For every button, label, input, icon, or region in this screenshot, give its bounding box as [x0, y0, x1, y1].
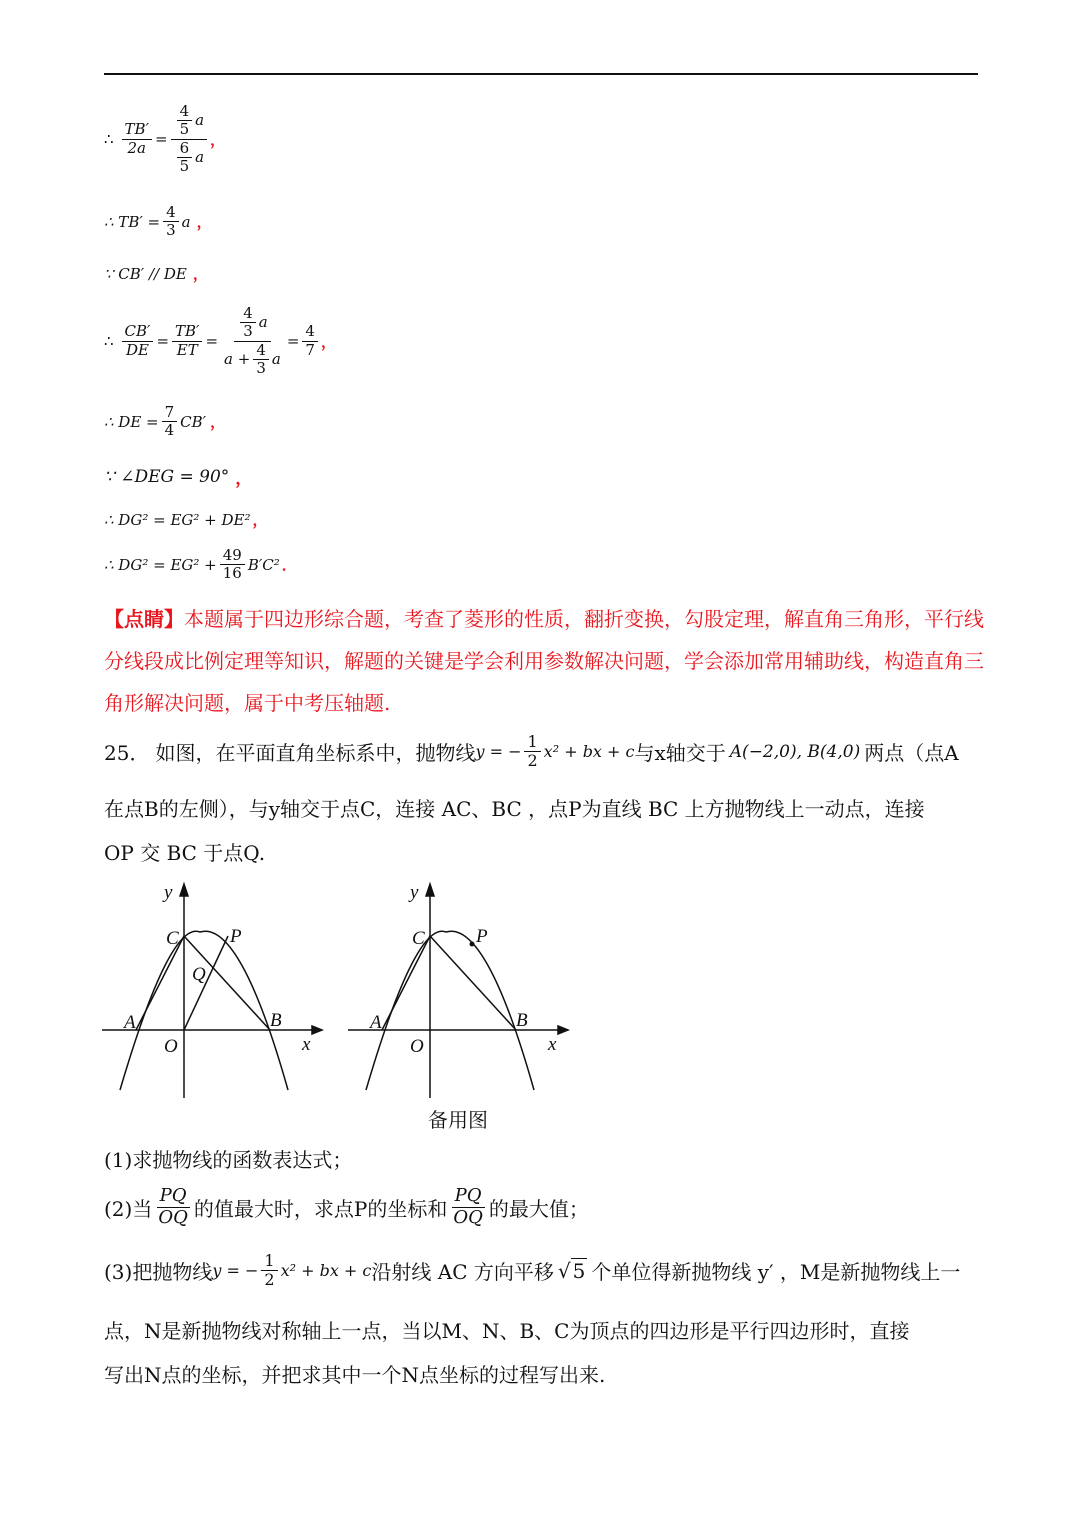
point-B-label: B: [516, 1010, 528, 1031]
figure-right: [346, 880, 576, 1102]
point-P-label: P: [476, 926, 488, 947]
figure-caption: 备用图: [428, 1108, 488, 1132]
derivation-line-2: ∴ TB′ = $\frac{4}{3}$ a ，: [104, 203, 212, 240]
comment-paragraph: [104, 598, 984, 724]
sqrt-expression: √ 5: [557, 1258, 586, 1283]
point-A-label: A: [124, 1012, 136, 1033]
derivation-line-3: ∵ CB′ // DE ，: [104, 264, 208, 283]
x-axis-label: x: [548, 1034, 557, 1055]
comment-label: 【点睛】: [104, 607, 184, 631]
point-P-dot: [470, 942, 475, 947]
therefore-symbol: ∴: [104, 130, 114, 148]
y-axis-label: y: [410, 882, 419, 903]
point-C-label: C: [412, 928, 425, 949]
point-C-label: C: [166, 928, 179, 949]
problem-line-2: 在点B的左侧），与y轴交于点C，连接 AC、BC ，点P为直线 BC 上方抛物线上一动点，连接: [104, 797, 925, 821]
part-3-line-1: (3)把抛物线 y = − $\frac{1}{2}$ x² + bx + c 沿射线 AC 方向平移 √ 5 个单位得新抛物线 y′ ，M是新抛物线上一: [104, 1251, 961, 1290]
part-3-line-2: 点，N是新抛物线对称轴上一点，当以M、N、B、C为顶点的四边形是平行四边形时，直接: [104, 1319, 910, 1343]
point-B-label: B: [270, 1010, 282, 1031]
derivation-line-8: ∴ DG² = EG² + $\frac{49}{16}$ B′C² ．: [104, 546, 297, 583]
derivation-line-5: ∴ DE = $\frac{7}{4}$ CB′ ，: [104, 403, 226, 440]
comment-text: 本题属于四边形综合题，考查了菱形的性质，翻折变换，勾股定理，解直角三角形，平行线分线段成比例定理等知识，解题的关键是学会利用参数解决问题，学会添加常用辅助线，构造直角三角形解决问题，属于中考压轴题.: [104, 607, 984, 715]
figure-left: [100, 880, 330, 1102]
x-axis-label: x: [302, 1034, 311, 1055]
fraction: $\frac{TB'}{2a}$: [122, 121, 152, 157]
point-A-label: A: [370, 1012, 382, 1033]
problem-line-1: 25． 如图，在平面直角坐标系中，抛物线 y = − $\frac{1}{2}$ x² + bx + c 与x轴交于 A(−2,0), B(4,0) 两点（点A: [104, 732, 959, 771]
compound-fraction: $\frac{4}{5}$ a $\frac{6}{5}$ a: [171, 103, 208, 175]
problem-line-3: OP 交 BC 于点Q.: [104, 841, 266, 865]
part-2: (2)当 $\frac{PQ}{OQ}$ 的值最大时，求点P的坐标和 $\frac{PQ}{OQ}$ 的最大值；: [104, 1185, 589, 1228]
part-3-line-3: 写出N点的坐标，并把求其中一个N点坐标的过程写出来.: [104, 1363, 606, 1387]
origin-label: O: [410, 1036, 424, 1057]
problem-number: 25．: [104, 741, 150, 766]
derivation-line-4: ∴ $\frac{CB'}{DE}$ = $\frac{TB'}{ET}$ = $\frac{4}{3}$ a a + $\frac{4}{3}$ a = $\frac{4}{7}$ ，: [104, 304, 336, 377]
part-1: (1)求抛物线的函数表达式；: [104, 1148, 353, 1172]
compound-fraction: $\frac{4}{3}$ a a + $\frac{4}{3}$ a: [224, 304, 281, 377]
derivation-line-1: ∴ $\frac{TB'}{2a}$ = $\frac{4}{5}$ a $\frac{6}{5}$ a ，: [104, 102, 226, 175]
header-rule: [104, 73, 978, 75]
y-axis-label: y: [164, 882, 173, 903]
origin-label: O: [164, 1036, 178, 1057]
point-Q-label: Q: [192, 964, 206, 985]
derivation-line-7: ∴ DG² = EG² + DE² ，: [104, 510, 268, 529]
derivation-line-6: ∵ ∠DEG = 90° ，: [104, 466, 253, 489]
point-P-label: P: [230, 926, 242, 947]
